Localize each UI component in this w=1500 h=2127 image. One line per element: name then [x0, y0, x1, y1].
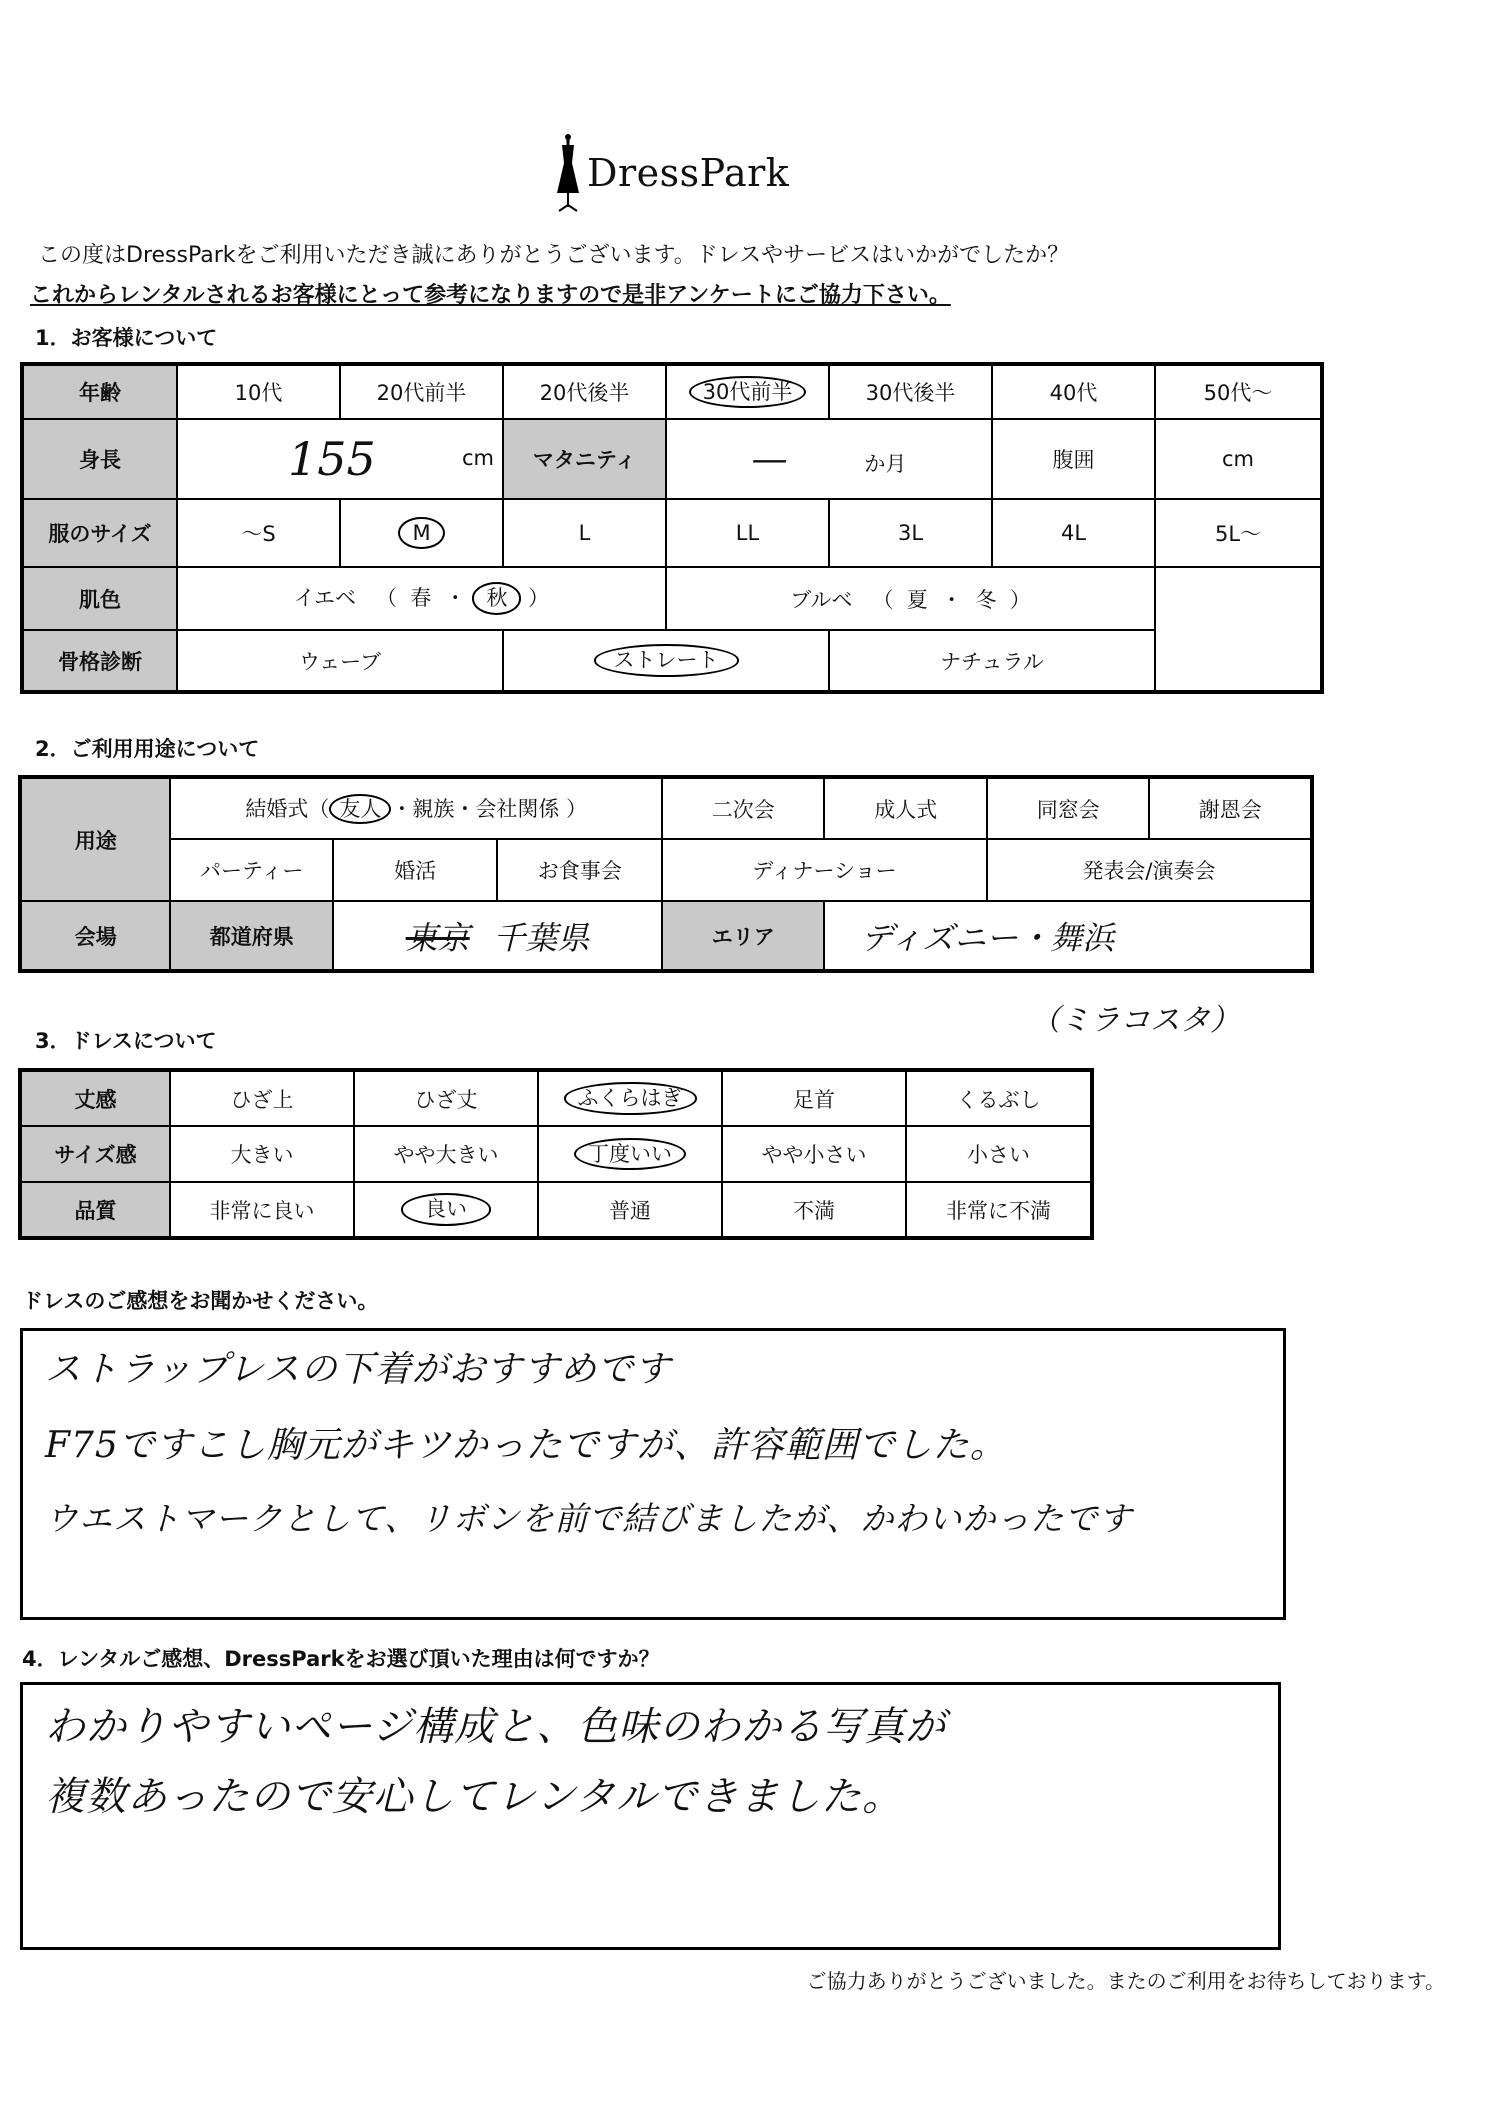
- blank-cell: [1155, 567, 1322, 630]
- venue-row: [20, 901, 1312, 971]
- usage-row-1: [20, 777, 1312, 839]
- reason-line: わかりやすいページ構成と、色味のわかる写真が: [45, 1704, 947, 1750]
- height-unit: cm: [461, 446, 494, 470]
- impression-box[interactable]: [20, 1328, 1286, 1620]
- usage-option[interactable]: お食事会: [497, 839, 662, 901]
- yellow-base-option[interactable]: イエベ （ 春 ・ 秋 ）: [177, 567, 666, 630]
- frame-row: [22, 630, 1322, 692]
- season-winter[interactable]: 冬: [975, 587, 997, 612]
- age-option[interactable]: 20代後半: [503, 364, 666, 419]
- section3-title: 3．ドレスについて: [35, 1029, 217, 1053]
- logo-text: DressPark: [587, 151, 790, 195]
- age-option[interactable]: 40代: [992, 364, 1155, 419]
- length-option[interactable]: ひざ上: [170, 1070, 354, 1126]
- frame-option-selected[interactable]: [503, 630, 829, 692]
- usage-option[interactable]: 成人式: [824, 777, 987, 839]
- frame-option[interactable]: ナチュラル: [829, 630, 1155, 692]
- usage-option[interactable]: 発表会/演奏会: [987, 839, 1312, 901]
- size-row: [22, 499, 1322, 567]
- skin-row: [22, 567, 1322, 630]
- usage-option[interactable]: 謝恩会: [1149, 777, 1312, 839]
- dresspark-logo: [555, 128, 789, 218]
- fit-option-selected[interactable]: [538, 1126, 722, 1182]
- age-option[interactable]: 20代前半: [340, 364, 503, 419]
- usage-option[interactable]: ディナーショー: [662, 839, 987, 901]
- frame-option[interactable]: ウェーブ: [177, 630, 503, 692]
- height-row: [22, 419, 1322, 499]
- quality-option[interactable]: 不満: [722, 1182, 906, 1238]
- intro-text: この度はDressParkをご利用いただき誠にありがとうございます。ドレスやサービスはいかがでしたか？: [38, 243, 1070, 268]
- waist-unit: cm: [1221, 447, 1254, 471]
- age-option-selected[interactable]: [666, 364, 829, 419]
- length-option-selected[interactable]: [538, 1070, 722, 1126]
- section2-title: 2．ご利用用途について: [35, 737, 260, 761]
- length-selected-circle: ふくらはぎ: [564, 1082, 697, 1114]
- age-selected-circle: 30代前半: [689, 376, 807, 408]
- quality-row: [20, 1182, 1092, 1238]
- usage-table: [18, 775, 1314, 973]
- quality-option[interactable]: 非常に不満: [906, 1182, 1092, 1238]
- waist-label: 腹囲: [992, 419, 1155, 499]
- reason-line: 複数あったので安心してレンタルできました。: [45, 1774, 903, 1820]
- fit-selected-circle: 丁度いい: [574, 1138, 686, 1170]
- size-option[interactable]: 4L: [992, 499, 1155, 567]
- blue-base-option[interactable]: ブルベ （ 夏 ・ 冬 ）: [666, 567, 1155, 630]
- usage-option[interactable]: 二次会: [662, 777, 825, 839]
- reason-box[interactable]: [20, 1682, 1281, 1950]
- impression-line: F75ですこし胸元がキツかったですが、許容範囲でした。: [45, 1425, 1007, 1466]
- impression-line: ウエストマークとして、リボンを前で結びましたが、かわいかったです: [45, 1499, 1133, 1538]
- wedding-friend-selected[interactable]: 友人: [329, 794, 391, 824]
- age-option[interactable]: 30代後半: [829, 364, 992, 419]
- prefecture-value: 千葉県: [493, 918, 590, 957]
- maternity-field[interactable]: [666, 419, 992, 499]
- frame-label: 骨格診断: [22, 630, 177, 692]
- waist-field[interactable]: [1155, 419, 1322, 499]
- wedding-prefix: 結婚式（: [245, 796, 330, 821]
- height-label: 身長: [22, 419, 177, 499]
- skin-label: 肌色: [22, 567, 177, 630]
- yellow-base-label: イエベ: [293, 586, 357, 611]
- maternity-unit: か月: [864, 451, 907, 476]
- quality-label: 品質: [20, 1182, 170, 1238]
- blank-cell: [1149, 901, 1312, 971]
- usage-option[interactable]: 同窓会: [987, 777, 1150, 839]
- fit-option[interactable]: 小さい: [906, 1126, 1092, 1182]
- usage-option[interactable]: パーティー: [170, 839, 333, 901]
- intro-request-text: これからレンタルされるお客様にとって参考になりますので是非アンケートにご協力下さい。: [30, 283, 951, 308]
- usage-row-2: [20, 839, 1312, 901]
- length-label: 丈感: [20, 1070, 170, 1126]
- usage-label: 用途: [20, 777, 170, 901]
- area-label: エリア: [662, 901, 825, 971]
- length-option[interactable]: ひざ丈: [354, 1070, 538, 1126]
- size-option-selected[interactable]: [340, 499, 503, 567]
- maternity-label: マタニティ: [503, 419, 666, 499]
- venue-label: 会場: [20, 901, 170, 971]
- prefecture-label: 都道府県: [170, 901, 333, 971]
- age-label: 年齢: [22, 364, 177, 419]
- size-label: 服のサイズ: [22, 499, 177, 567]
- dress-table: [18, 1068, 1094, 1240]
- dress-mannequin-icon: [555, 133, 581, 213]
- height-value: 155: [288, 432, 376, 486]
- quality-option[interactable]: 普通: [538, 1182, 722, 1238]
- size-selected-circle: M: [398, 517, 444, 549]
- age-row: [22, 364, 1322, 419]
- fit-option[interactable]: やや大きい: [354, 1126, 538, 1182]
- section4-title: 4．レンタルご感想、DressParkをお選び頂いた理由は何ですか？: [22, 1647, 660, 1671]
- season-spring[interactable]: 春: [410, 586, 432, 611]
- size-option[interactable]: L: [503, 499, 666, 567]
- customer-table: [20, 362, 1324, 694]
- impression-line: ストラップレスの下着がおすすめです: [45, 1349, 672, 1390]
- prefecture-field[interactable]: [333, 901, 662, 971]
- age-option[interactable]: 10代: [177, 364, 340, 419]
- fit-label: サイズ感: [20, 1126, 170, 1182]
- maternity-value: —: [751, 438, 788, 480]
- height-field[interactable]: [177, 419, 503, 499]
- length-option[interactable]: 足首: [722, 1070, 906, 1126]
- season-autumn-selected[interactable]: 秋: [472, 582, 521, 614]
- size-option[interactable]: 3L: [829, 499, 992, 567]
- size-option[interactable]: LL: [666, 499, 829, 567]
- fit-row: [20, 1126, 1092, 1182]
- wedding-rest: ・親族・会社関係 ）: [391, 796, 588, 821]
- size-option[interactable]: 5L～: [1155, 499, 1322, 567]
- footer-thanks: ご協力ありがとうございました。またのご利用をお待ちしております。: [806, 1969, 1445, 1993]
- blue-base-label: ブルベ: [790, 587, 853, 612]
- season-summer[interactable]: 夏: [906, 587, 928, 612]
- quality-option[interactable]: 非常に良い: [170, 1182, 354, 1238]
- quality-selected-circle: 良い: [401, 1193, 491, 1225]
- area-field[interactable]: [824, 901, 1149, 971]
- frame-selected-circle: ストレート: [594, 644, 739, 676]
- fit-option[interactable]: やや小さい: [722, 1126, 906, 1182]
- size-option[interactable]: ～S: [177, 499, 340, 567]
- quality-option-selected[interactable]: [354, 1182, 538, 1238]
- usage-option[interactable]: 婚活: [333, 839, 498, 901]
- blank-cell: [1155, 630, 1322, 692]
- length-row: [20, 1070, 1092, 1126]
- usage-wedding[interactable]: [170, 777, 662, 839]
- length-option[interactable]: くるぶし: [906, 1070, 1092, 1126]
- section1-title: 1．お客様について: [35, 326, 218, 350]
- age-option[interactable]: 50代～: [1155, 364, 1322, 419]
- impression-prompt: ドレスのご感想をお聞かせください。: [22, 1289, 379, 1313]
- area-value: ディズニー・舞浜: [860, 918, 1115, 957]
- area-note: （ミラコスタ）: [1030, 1003, 1240, 1038]
- prefecture-struck: 東京: [405, 918, 470, 957]
- fit-option[interactable]: 大きい: [170, 1126, 354, 1182]
